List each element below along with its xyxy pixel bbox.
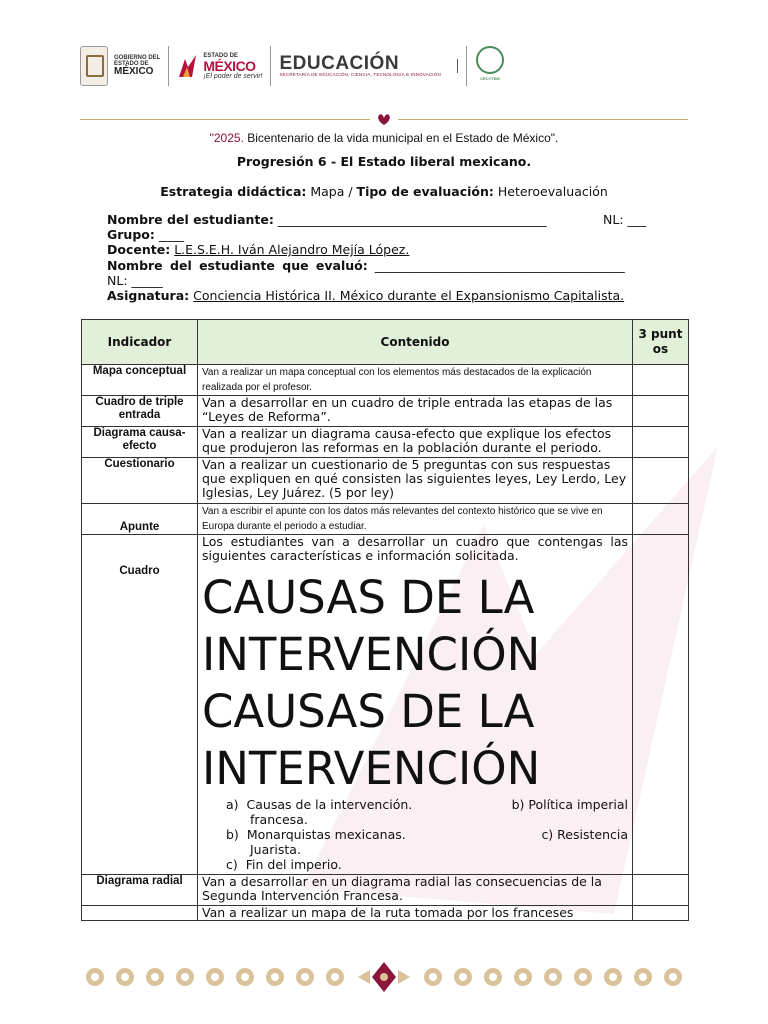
table-row (82, 906, 689, 921)
teacher-label: Docente: (107, 242, 171, 257)
header-points: 3 punt os (633, 320, 689, 365)
row-content: Van a realizar un diagrama causa-efecto que explique los efectos que produjeron las reformas en la población durante el periodo. (198, 427, 633, 458)
state-seal-icon (80, 46, 108, 86)
evaluation-value: Heteroevaluación (493, 184, 608, 199)
table-header-row (82, 320, 689, 365)
strategy-label: Estrategia didáctica: (160, 184, 307, 199)
cuadro-list (202, 797, 628, 872)
list-item (202, 827, 628, 842)
cecytem-logo (475, 46, 505, 86)
row-content: Van a realizar un mapa conceptual con los elementos más destacados de la explicación realizada por el profesor. (198, 365, 633, 396)
divider-left (80, 119, 370, 120)
motto (0, 131, 768, 145)
list-item (202, 857, 628, 872)
student-name-line (107, 213, 687, 227)
group-label: Grupo: (107, 227, 155, 242)
divider-right (398, 119, 688, 120)
item-text: Fin del imperio. (245, 857, 342, 872)
row-score-cell[interactable] (633, 396, 689, 427)
edomex-line2: MÉXICO (203, 57, 256, 74)
group-blank[interactable]: ____ (154, 227, 184, 242)
cecytem-emblem-icon (476, 46, 504, 74)
row-indicator: Cuadro de triple entrada (82, 396, 198, 427)
table-row (82, 396, 689, 427)
row-score-cell[interactable] (633, 427, 689, 458)
row-indicator: Cuadro (82, 535, 198, 875)
cecytem-label: CECYTEM (480, 76, 500, 81)
item-mark: b) (226, 827, 239, 842)
gob-line2: ESTADO DE (114, 61, 149, 67)
row-content: Van a realizar un mapa de la ruta tomada por los franceses (198, 906, 633, 921)
row-score-cell[interactable] (633, 365, 689, 396)
edomex-line1: ESTADO DE (203, 52, 238, 59)
cuadro-heading-1: CAUSAS DE LA INTERVENCIÓN (202, 571, 541, 681)
footer-ornament-icon (80, 960, 688, 994)
item-mark: c) (226, 857, 238, 872)
header-logos (80, 42, 505, 90)
row-content-cuadro (198, 535, 633, 875)
gob-line3: MÉXICO (114, 66, 154, 77)
nl2-line (107, 274, 687, 288)
table-row-cuadro (82, 535, 689, 875)
student-label: Nombre del estudiante: (107, 212, 274, 227)
evaluator-line (107, 259, 687, 273)
evaluator-blank[interactable]: ________________________________________ (367, 258, 625, 273)
logo-separator-3 (466, 46, 467, 86)
table-row (82, 458, 689, 504)
item-text: b) Política imperial (511, 797, 628, 812)
row-indicator (82, 906, 198, 921)
subject-label: Asignatura: (107, 288, 190, 303)
row-score-cell[interactable] (633, 875, 689, 906)
evaluation-label: Tipo de evaluación: (356, 184, 494, 199)
teacher-value: L.E.S.E.H. Iván Alejandro Mejía López. (174, 242, 410, 257)
subject-line (107, 289, 687, 303)
edu-subtitle: SECRETARÍA DE EDUCACIÓN, CIENCIA, TECNOLOGÍA E INNOVACIÓN (279, 72, 441, 78)
row-score-cell[interactable] (633, 535, 689, 875)
row-indicator: Diagrama radial (82, 875, 198, 906)
gob-line1: GOBIERNO DEL (114, 55, 161, 61)
row-indicator: Diagrama causa-efecto (82, 427, 198, 458)
cuadro-heading-2: CAUSAS DE LA INTERVENCIÓN (202, 685, 541, 795)
item-continuation: Juarista. (250, 842, 301, 857)
list-item (202, 797, 628, 812)
cuadro-instructions: Los estudiantes van a desarrollar un cuadro que contengas las siguientes características e información solicitada. (202, 534, 628, 563)
row-content: Van a escribir el apunte con los datos más relevantes del contexto histórico que se vive en Europa durante el periodo a estudiar. (198, 504, 633, 535)
table-row (82, 504, 689, 535)
subject-value: Conciencia Histórica II. México durante el Expansionismo Capitalista. (193, 288, 625, 303)
rubric-table (81, 319, 689, 921)
row-content: Van a desarrollar en un cuadro de triple entrada las etapas de las “Leyes de Reforma”. (198, 396, 633, 427)
ornament-icon (375, 112, 393, 126)
table-row (82, 365, 689, 396)
gobierno-logo (80, 46, 160, 86)
edomex-logo (177, 53, 262, 80)
teacher-line (107, 243, 687, 257)
table-row (82, 427, 689, 458)
item-continuation: francesa. (250, 812, 308, 827)
page-title: Progresión 6 - El Estado liberal mexicano. (236, 154, 532, 169)
item-text: Monarquistas mexicanas. (246, 827, 406, 842)
edu-title: EDUCACIÓN (279, 53, 400, 75)
strategy-line (0, 184, 768, 199)
logo-separator (168, 46, 169, 86)
row-content: Van a desarrollar en un diagrama radial las consecuencias de la Segunda Intervención Francesa. (198, 875, 633, 906)
motto-year: "2025. (209, 131, 244, 145)
educacion-logo (279, 54, 440, 78)
header-content: Contenido (198, 320, 633, 365)
flame-icon (177, 53, 199, 79)
strategy-value: Mapa / (306, 184, 357, 199)
row-indicator: Cuestionario (82, 458, 198, 504)
group-line (107, 228, 687, 242)
item-mark: a) (226, 797, 239, 812)
row-score-cell[interactable] (633, 504, 689, 535)
header-indicator: Indicador (82, 320, 198, 365)
row-indicator: Apunte (82, 504, 198, 535)
nl-field[interactable]: NL: ___ (603, 212, 647, 227)
student-blank[interactable]: ___________________________________________ (273, 212, 547, 227)
item-text: c) Resistencia (541, 827, 628, 842)
row-score-cell[interactable] (633, 458, 689, 504)
motto-text: Bicentenario de la vida municipal en el Estado de México". (243, 131, 559, 145)
row-score-cell[interactable] (633, 906, 689, 921)
table-row (82, 875, 689, 906)
row-content: Van a realizar un cuestionario de 5 preguntas con sus respuestas que expliquen en qué consisten las siguientes leyes, Ley Lerdo, Ley Iglesias, Ley Juárez. (5 por ley) (198, 458, 633, 504)
nl2-field[interactable]: NL: _____ (107, 273, 163, 288)
logo-bar (457, 59, 458, 73)
edomex-slogan: ¡El poder de servir! (203, 72, 263, 80)
evaluator-label: Nombre del estudiante que evaluó: (107, 258, 368, 273)
row-indicator: Mapa conceptual (82, 365, 198, 396)
logo-separator-2 (270, 46, 271, 86)
item-text: Causas de la intervención. (246, 797, 413, 812)
